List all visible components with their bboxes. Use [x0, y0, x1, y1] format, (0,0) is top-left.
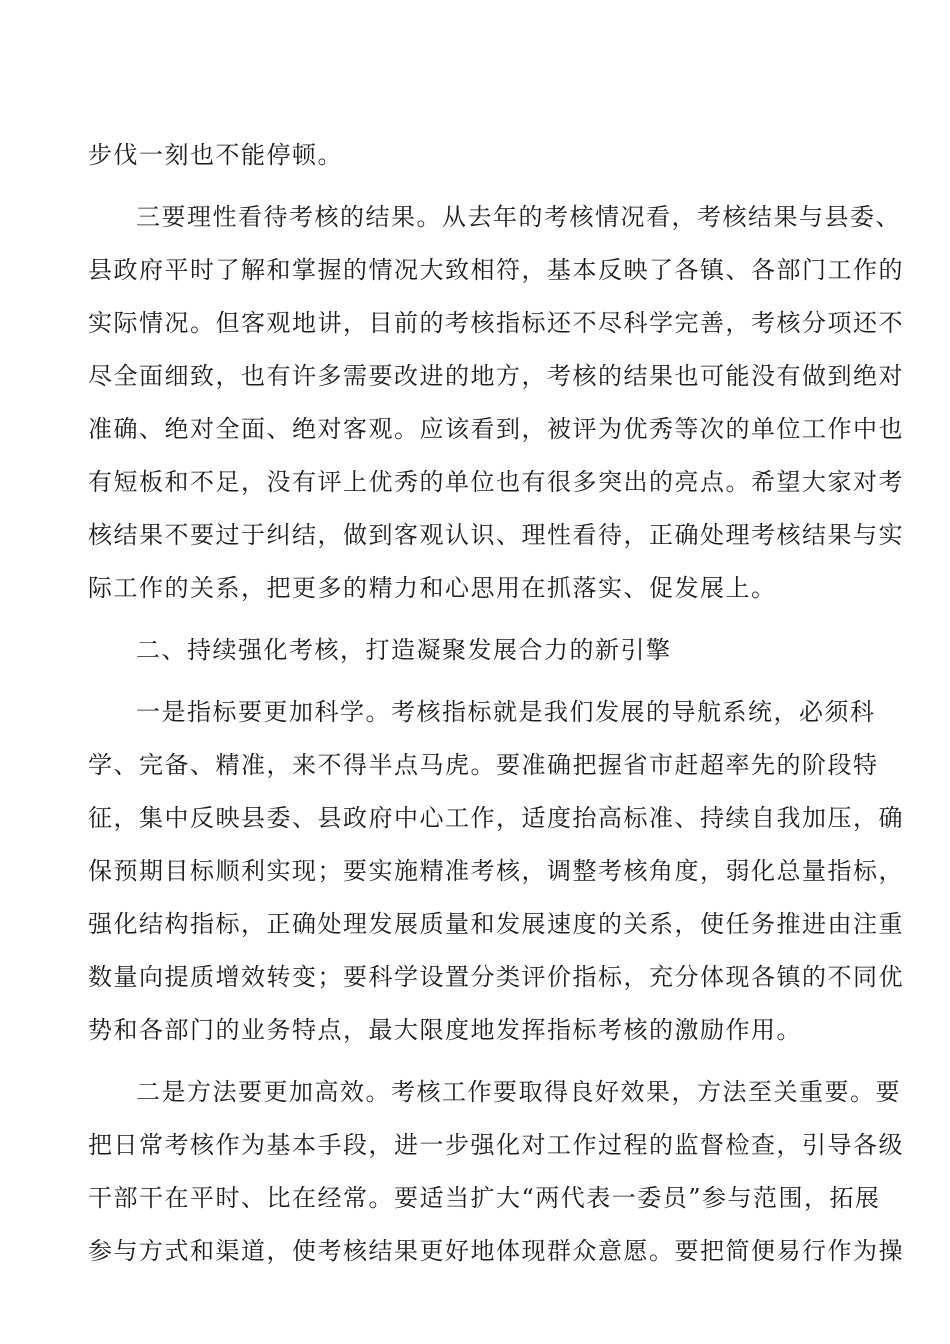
- text-line: 势和各部门的业务特点，最大限度地发挥指标考核的激励作用。: [88, 1016, 802, 1044]
- text-line: 准确、绝对全面、绝对客观。应该看到，被评为优秀等次的单位工作中也: [88, 415, 904, 443]
- text-line: 一是指标要更加科学。考核指标就是我们发展的导航系统，必须科: [136, 698, 876, 726]
- text-line: 强化结构指标，正确处理发展质量和发展速度的关系，使任务推进由注重: [88, 910, 904, 938]
- text-line: 有短板和不足，没有评上优秀的单位也有很多突出的亮点。希望大家对考: [88, 468, 904, 496]
- text-line: 征，集中反映县委、县政府中心工作，适度抬高标准、持续自我加压，确: [88, 804, 904, 832]
- text-line: 把日常考核作为基本手段，进一步强化对工作过程的监督检查，引导各级: [88, 1131, 904, 1159]
- text-line: 尽全面细致，也有许多需要改进的地方，考核的结果也可能没有做到绝对: [88, 362, 904, 390]
- text-line: 三要理性看待考核的结果。从去年的考核情况看，考核结果与县委、: [136, 203, 901, 231]
- text-line: 干部干在平时、比在经常。要适当扩大“两代表一委员”参与范围，拓展: [88, 1184, 881, 1212]
- text-line: 学、完备、精准，来不得半点马虎。要准确把握省市赶超率先的阶段特: [88, 751, 879, 779]
- document-body: [88, 129, 904, 1278]
- text-line: 二、持续强化考核，打造凝聚发展合力的新引擎: [136, 636, 672, 664]
- text-line: 二是方法要更加高效。考核工作要取得良好效果，方法至关重要。要: [136, 1078, 901, 1106]
- text-line: 数量向提质增效转变；要科学设置分类评价指标，充分体现各镇的不同优: [88, 963, 904, 991]
- text-line: 县政府平时了解和掌握的情况大致相符，基本反映了各镇、各部门工作的: [88, 256, 904, 284]
- text-line: 步伐一刻也不能停顿。: [88, 141, 343, 169]
- text-line: 保预期目标顺利实现；要实施精准考核，调整考核角度，弱化总量指标，: [88, 857, 904, 885]
- text-line: 核结果不要过于纠结，做到客观认识、理性看待，正确处理考核结果与实: [88, 521, 904, 549]
- text-line: 参与方式和渠道，使考核结果更好地体现群众意愿。要把简便易行作为操: [88, 1237, 904, 1265]
- text-line: 实际情况。但客观地讲，目前的考核指标还不尽科学完善，考核分项还不: [88, 309, 904, 337]
- text-line: 际工作的关系，把更多的精力和心思用在抓落实、促发展上。: [88, 574, 777, 602]
